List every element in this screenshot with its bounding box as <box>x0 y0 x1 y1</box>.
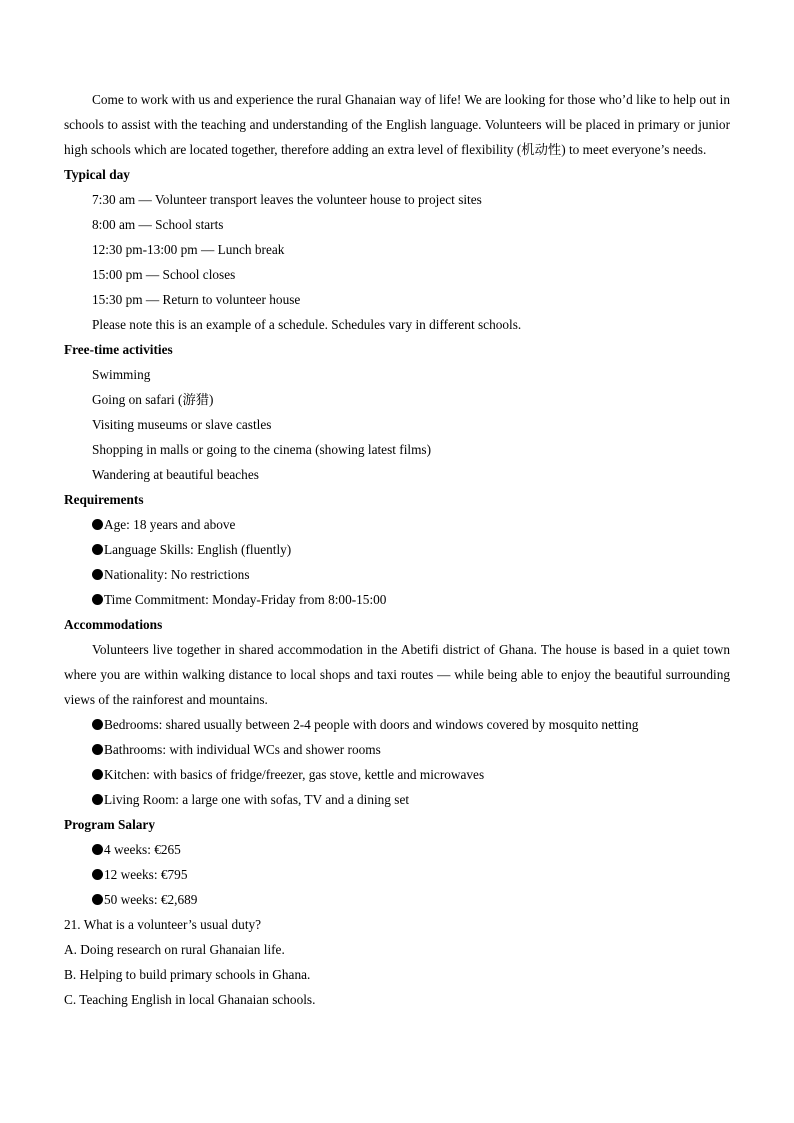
question-stem: 21. What is a volunteer’s usual duty? <box>64 917 262 932</box>
bullet-icon <box>92 719 103 730</box>
salary-text: 4 weeks: €265 <box>104 842 181 857</box>
requirements-heading: Requirements <box>64 492 144 507</box>
activity-item: Shopping in malls or going to the cinema (showing latest films) <box>92 442 432 457</box>
schedule-item: 15:30 pm — Return to volunteer house <box>92 292 301 307</box>
bullet-icon <box>92 744 103 755</box>
accommodation-item <box>64 762 730 787</box>
requirement-text: Nationality: No restrictions <box>104 567 250 582</box>
free-time-heading: Free-time activities <box>64 342 173 357</box>
document-page <box>64 87 730 1012</box>
bullet-icon <box>92 894 103 905</box>
bullet-icon <box>92 519 103 530</box>
accommodation-text: Kitchen: with basics of fridge/freezer, gas stove, kettle and microwaves <box>104 767 485 782</box>
requirement-item <box>64 537 730 562</box>
accommodations-paragraph: Volunteers live together in shared accommodation in the Abetifi district of Ghana. The house is based in a quiet town where you are within walking distance to local shops and taxi routes — while being able to enjoy the beautiful surrounding views of the rainforest and mountains. <box>64 642 730 707</box>
answer-option-c: C. Teaching English in local Ghanaian schools. <box>64 992 316 1007</box>
activity-item: Going on safari (游猎) <box>92 392 214 407</box>
accommodation-text: Bedrooms: shared usually between 2-4 people with doors and windows covered by mosquito netting <box>104 717 639 732</box>
schedule-item: 12:30 pm-13:00 pm — Lunch break <box>92 242 285 257</box>
schedule-note: Please note this is an example of a schedule. Schedules vary in different schools. <box>92 317 522 332</box>
salary-text: 12 weeks: €795 <box>104 867 188 882</box>
accommodation-item <box>64 712 730 737</box>
activity-item: Wandering at beautiful beaches <box>92 467 259 482</box>
answer-option-b: B. Helping to build primary schools in Ghana. <box>64 967 311 982</box>
salary-item <box>64 837 730 862</box>
bullet-icon <box>92 544 103 555</box>
schedule-item: 8:00 am — School starts <box>92 217 224 232</box>
activity-item: Visiting museums or slave castles <box>92 417 272 432</box>
answer-option-a: A. Doing research on rural Ghanaian life. <box>64 942 285 957</box>
requirement-item <box>64 587 730 612</box>
bullet-icon <box>92 569 103 580</box>
requirement-text: Time Commitment: Monday-Friday from 8:00-15:00 <box>104 592 387 607</box>
accommodations-heading: Accommodations <box>64 617 163 632</box>
salary-text: 50 weeks: €2,689 <box>104 892 198 907</box>
accommodation-text: Bathrooms: with individual WCs and shower rooms <box>104 742 381 757</box>
bullet-icon <box>92 594 103 605</box>
salary-item <box>64 887 730 912</box>
requirement-text: Language Skills: English (fluently) <box>104 542 292 557</box>
requirement-item <box>64 562 730 587</box>
salary-heading: Program Salary <box>64 817 155 832</box>
accommodation-text: Living Room: a large one with sofas, TV and a dining set <box>104 792 410 807</box>
schedule-item: 15:00 pm — School closes <box>92 267 236 282</box>
accommodation-item <box>64 737 730 762</box>
requirement-text: Age: 18 years and above <box>104 517 236 532</box>
salary-item <box>64 862 730 887</box>
bullet-icon <box>92 794 103 805</box>
intro-paragraph: Come to work with us and experience the rural Ghanaian way of life! We are looking for those who’d like to help out in schools to assist with the teaching and understanding of the English language. Volunteers will be placed in primary or junior high schools which are located together, therefore adding an extra level of flexibility (机动性) to meet everyone’s needs. <box>64 92 730 157</box>
schedule-item: 7:30 am — Volunteer transport leaves the volunteer house to project sites <box>92 192 482 207</box>
activity-item: Swimming <box>92 367 151 382</box>
typical-day-heading: Typical day <box>64 167 130 182</box>
requirement-item <box>64 512 730 537</box>
bullet-icon <box>92 769 103 780</box>
bullet-icon <box>92 844 103 855</box>
accommodation-item <box>64 787 730 812</box>
bullet-icon <box>92 869 103 880</box>
